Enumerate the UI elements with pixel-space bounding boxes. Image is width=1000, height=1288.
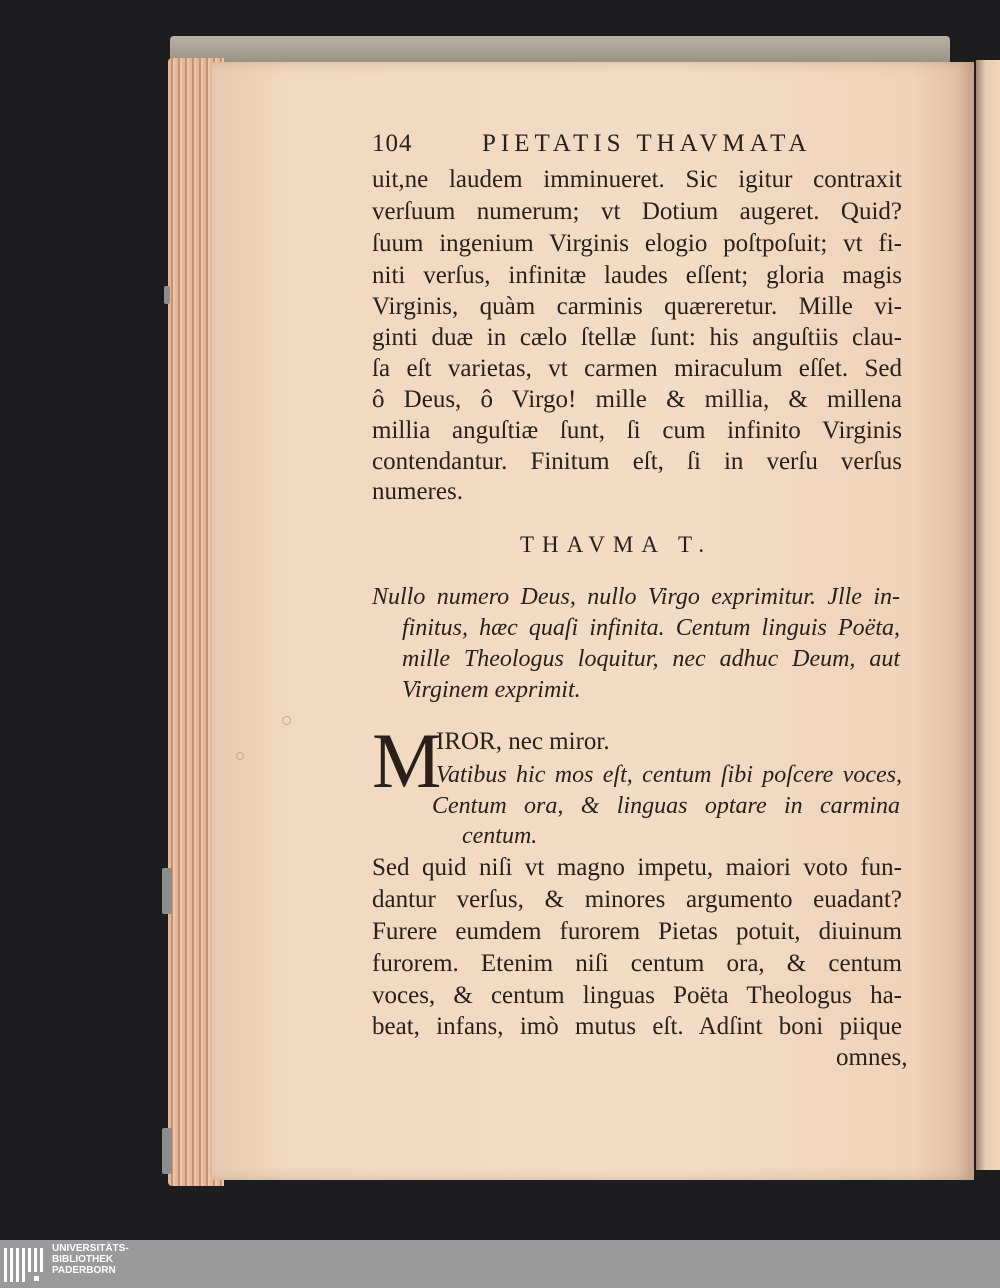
closing-line: Sed quid niſi vt magno impetu, maiori voto fun- xyxy=(372,854,902,881)
body-line: contendantur. Finitum eſt, ſi in verſu verſus xyxy=(372,448,902,475)
library-name-line: BIBLIOTHEK xyxy=(52,1254,114,1265)
body-line: uit,ne laudem imminueret. Sic igitur contraxit xyxy=(372,166,902,193)
argument-line: Nullo numero Deus, nullo Virgo exprimitur. Jlle in- xyxy=(372,584,900,610)
library-name-line: PADERBORN xyxy=(52,1265,116,1276)
body-line: verſuum numerum; vt Dotium augeret. Quid? xyxy=(372,198,902,225)
binding-thread-icon xyxy=(164,286,170,304)
section-heading: THAVMA T. xyxy=(520,532,713,557)
drop-capital: M xyxy=(372,717,442,804)
verse-line: centum. xyxy=(462,823,538,849)
running-title: PIETATIS THAVMATA xyxy=(482,130,812,157)
opening-line: IROR, nec miror. xyxy=(436,728,610,755)
body-line: millia anguſtiæ ſunt, ſi cum infinito Virginis xyxy=(372,417,902,444)
clasp-icon xyxy=(162,868,172,914)
body-line: ginti duæ in cælo ſtellæ ſunt: his anguſtiis clau- xyxy=(372,324,902,351)
paper-speck xyxy=(236,752,244,760)
verse-line: Vatibus hic mos eſt, centum ſibi poſcere voces, xyxy=(436,762,902,788)
catchword: omnes, xyxy=(836,1044,908,1071)
clasp-icon xyxy=(162,1128,172,1174)
argument-line: Virginem exprimit. xyxy=(402,677,581,703)
verse-line: Centum ora, & linguas optare in carmina xyxy=(432,793,900,819)
closing-line: beat, infans, imò mutus eſt. Adſint boni piique xyxy=(372,1013,902,1040)
paper-speck xyxy=(282,716,291,725)
closing-line: furorem. Etenim niſi centum ora, & centum xyxy=(372,950,902,977)
closing-line: dantur verſus, & minores argumento euadant? xyxy=(372,886,902,913)
body-line: ſa eſt varietas, vt carmen miraculum eſſet. Sed xyxy=(372,355,902,382)
argument-line: finitus, hæc quaſi infinita. Centum linguis Poëta, xyxy=(402,615,900,641)
body-line: niti verſus, infinitæ laudes eſſent; gloria magis xyxy=(372,262,902,289)
library-name-line: UNIVERSITÄTS- xyxy=(52,1243,129,1254)
library-logo-icon xyxy=(4,1244,48,1284)
body-line: Virginis, quàm carminis quæreretur. Mille vi- xyxy=(372,293,902,320)
body-line: ô Deus, ô Virgo! mille & millia, & millena xyxy=(372,386,902,413)
running-header xyxy=(372,130,832,160)
body-line: numeres. xyxy=(372,478,463,505)
closing-line: Furere eumdem furorem Pietas potuit, diuinum xyxy=(372,918,902,945)
argument-line: mille Theologus loquitur, nec adhuc Deum, aut xyxy=(402,646,900,672)
library-name xyxy=(52,1243,129,1276)
closing-line: voces, & centum linguas Poëta Theologus ha- xyxy=(372,982,902,1009)
page-number: 104 xyxy=(372,130,413,157)
library-footer xyxy=(0,1240,1000,1288)
body-line: ſuum ingenium Virginis elogio poſtpoſuit; vt fi- xyxy=(372,230,902,257)
facing-page-edge xyxy=(976,60,1000,1170)
